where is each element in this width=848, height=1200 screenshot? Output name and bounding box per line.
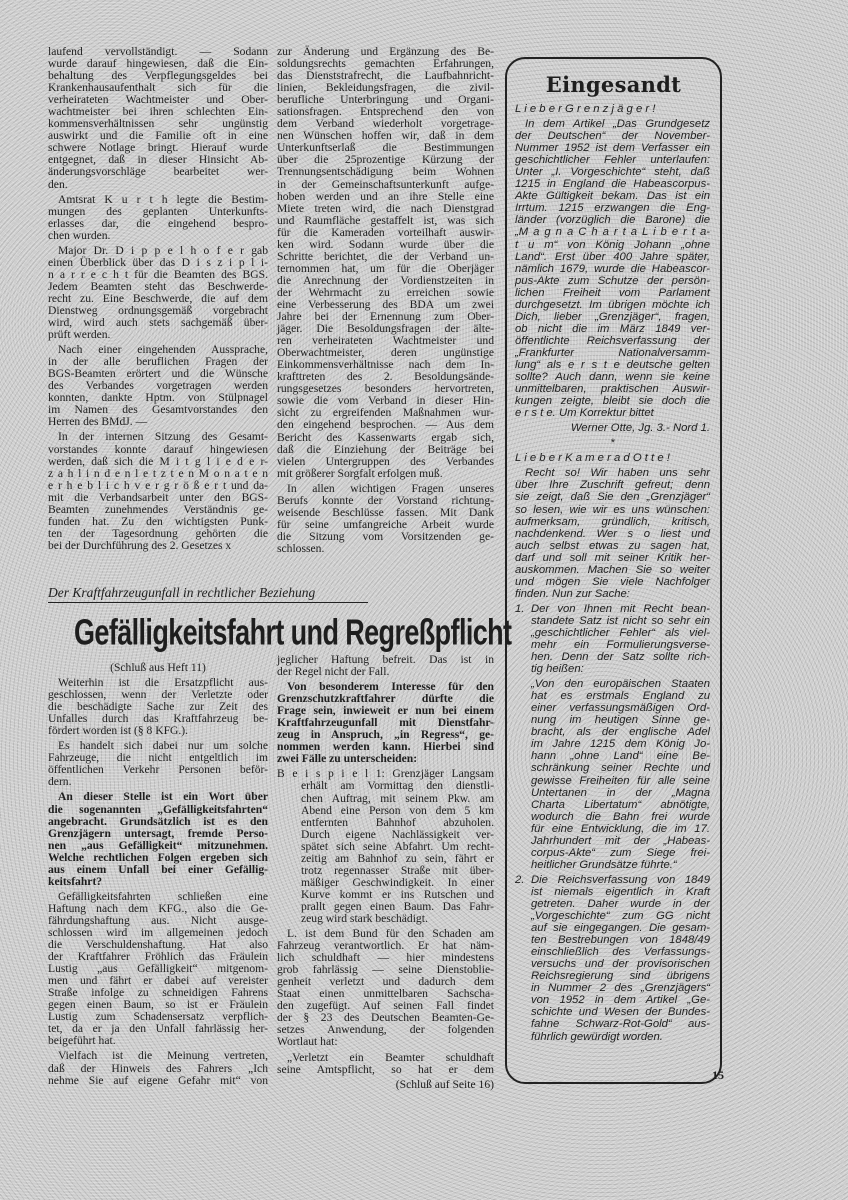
text-line: über die 25prozentige Kürzung der	[277, 153, 494, 167]
text-line: einen Überblick über das D i s z i p l i-	[48, 255, 268, 269]
text-line: der Regel nicht der Fall.	[277, 665, 390, 679]
text-line: n a r r e c h t für die Beamten des BGS.	[48, 267, 268, 281]
text-line: mit die Verbandsarbeit unter den BGS-	[48, 490, 268, 504]
text-line: des Verbandes vorgetragen werden	[48, 379, 268, 393]
text-line: der § 23 des Deutschen Beamten-Ge-	[277, 1011, 494, 1025]
text-line: Straße infolge zu schneidigen Fahrens	[48, 986, 268, 1000]
text-line: Berufs konnte der Vorstand richtung-	[277, 493, 494, 507]
text-line: erlasses dar, die eingehend bespro-	[48, 216, 268, 230]
text-line: nommen werden kann. Hierbei sind	[277, 740, 494, 754]
text-line: aus einem Unfall bei einer Gefällig-	[48, 862, 268, 876]
text-line: fördert worden ist (§ 8 KFG.).	[48, 724, 189, 738]
text-line: In allen wichtigen Fragen unseres	[287, 481, 494, 495]
text-line: sollte? Auch dann, wenn sie keine	[515, 371, 710, 384]
text-line: chen Auftrag, mit seinem Pkw. am	[301, 791, 494, 805]
text-line: Durch eigene Nachlässigkeit ver-	[301, 827, 494, 841]
text-line: Grenzjägern untersagt, fremde Perso-	[48, 826, 268, 840]
text-line: Major Dr. D i p p e l h o f e r gab	[58, 243, 268, 257]
text-line: nachdenkend. Wer s o liest und	[515, 527, 710, 540]
text-line: L. ist dem Bund für den Schaden am	[287, 927, 494, 941]
middle-column-top	[277, 46, 494, 558]
text-line: setzes Anwendung, der folgenden	[277, 1023, 494, 1037]
paragraph	[515, 118, 710, 419]
text-line: Jedem Beamten steht das Beschwerde-	[48, 279, 268, 293]
paragraph	[277, 681, 494, 765]
text-line: Irrtum. 1215 erzwangen die Eng-	[515, 202, 710, 215]
text-line: e r s t e. Um Korrektur bittet	[515, 407, 654, 420]
text-line: Nummer 1952 ist dem Verfasser ein	[515, 142, 710, 155]
text-line: sowie die vom Verband in dieser Hin-	[277, 394, 494, 408]
text-line: linien, Bekleidungsfragen, die zivil-	[277, 81, 494, 95]
text-line: zeug wird stark beschädigt.	[301, 911, 428, 925]
text-line: zur Änderung und Ergänzung des Be-	[277, 45, 494, 58]
text-line: nämlich 1679, wurde die Habeascor-	[515, 262, 710, 275]
text-line: öffentlichen Verkehr Personen beför-	[48, 763, 268, 777]
text-line: *	[610, 437, 615, 450]
text-line: jäger. Die Besoldungsfragen der älte-	[277, 322, 494, 336]
text-line: Krankenhausaufenthalt sich für die	[48, 81, 268, 95]
text-line: Frage sein, inwieweit er nun bei einem	[277, 704, 494, 718]
paragraph	[48, 677, 268, 737]
text-line: für seine umfangreiche Arbeit wurde	[277, 517, 494, 531]
text-line: in der alle beruflichen Fragen der	[48, 355, 268, 369]
text-line: Haftung nach dem KFG., also die Ge-	[48, 901, 268, 915]
text-line: Untertanen in der „Magna	[531, 786, 710, 799]
text-line: schränkung seiner Rechte und	[531, 762, 710, 775]
text-line: hat es erstmals England zu	[531, 690, 710, 703]
text-line: änderungsvorschläge bearbeitet wer-	[48, 165, 268, 179]
text-line: aufmerksam, gründlich, kritisch,	[515, 515, 710, 528]
text-line: werden, daß sich die M i t g l i e d e r-	[48, 454, 268, 468]
text-line: daß der Hinweis des Fahrers „Ich	[48, 1061, 268, 1075]
text-line: corpus-Akte“ zum Siege frei-	[531, 846, 710, 859]
text-line	[515, 874, 710, 886]
text-line: erhält am Vormittag den dienstli-	[301, 779, 494, 793]
text-line: „Frankfurter Nationalversamm-	[515, 346, 710, 359]
text-line: Gefälligkeitsfahrten schließen eine	[58, 889, 268, 903]
text-line: die sogenannten „Gefälligkeitsfahrten“	[48, 802, 268, 816]
paragraph	[515, 452, 710, 464]
text-line: wodurch die Bahn frei wurde	[531, 810, 710, 823]
paragraph	[277, 768, 494, 925]
text-line: Vielfach ist die Meinung vertreten,	[58, 1049, 268, 1063]
text-line: Oberwachtmeister, deren ungünstige	[277, 346, 494, 360]
text-line: die beschädigte Sache zur Zeit des	[48, 700, 268, 714]
text-line: sationsfragen. Entsprechend den von	[277, 105, 494, 119]
text-line: standete Satz ist nicht so sehr ein	[531, 614, 710, 627]
numbered-list-item	[515, 603, 710, 675]
text-line: konnten, dankte Hptm. von Stülpnagel	[48, 391, 268, 405]
text-line: und Raumfläche gestaffelt ist, was sich	[277, 213, 494, 227]
text-line: auskommen. Machen Sie so weiter	[515, 563, 710, 576]
text-line: (Schluß auf Seite 16)	[395, 1077, 494, 1091]
paragraph	[515, 437, 710, 449]
text-line: gegen einen Baum, so ist er Fräulein	[48, 998, 268, 1012]
text-line: heitlicher Grundsätze führte.“	[531, 858, 677, 871]
text-line	[515, 603, 710, 615]
text-line: mehr ein Formulierungsverse-	[531, 639, 710, 652]
text-line: so lesen, wie wir es uns wünschen:	[515, 503, 710, 516]
text-line: in der Gemeinschaftsunterkunft aufge-	[277, 177, 494, 191]
paragraph	[515, 678, 710, 871]
text-line: berufliche Unterbringung und Organi-	[277, 93, 494, 107]
text-line: kungen zeigte, bleibt sie doch die	[515, 395, 710, 408]
text-line: Lustig „aus Gefälligkeit“ mitgenom-	[48, 962, 268, 976]
text-line: einschließlich des Verfassungs-	[531, 946, 710, 959]
text-line: Charta Libertatum“ abnötigte,	[531, 798, 710, 811]
text-line: pus-Akte zum Schutze der persön-	[515, 274, 710, 287]
text-line: chen wurden.	[48, 228, 111, 242]
text-line: vorstandes konnte darauf hingewiesen	[48, 442, 268, 456]
article-kicker: Der Kraftfahrzeugunfall in rechtlicher Beziehung	[48, 585, 368, 603]
text-line: grob fahrlässig — seine Dienstoblie-	[277, 963, 494, 977]
text-line: kommensverhältnissen sehr ungünstig	[48, 117, 268, 131]
text-line: beigeführt hat.	[48, 1034, 116, 1048]
paragraph	[48, 46, 268, 191]
text-line: einer verfassungsmäßigen Ord-	[531, 702, 710, 715]
text-line: trotz regennasser Straße mit über-	[301, 863, 494, 877]
text-line: prüft werden.	[48, 328, 111, 342]
text-line: geschlossen, wenn der Verletzte oder	[48, 688, 268, 702]
text-line: rungsgesetzes besonders hervortreten,	[277, 382, 494, 396]
text-line: hoben werden und an ihre Stelle eine	[277, 189, 494, 203]
text-line: ten der Tagesordnung gehörten die	[48, 526, 268, 540]
text-line: die Verschuldenshaftung. Hat also	[48, 938, 268, 952]
article-middle-column	[277, 654, 494, 1094]
text-line: BGS-Beamten erörtert und die Wünsche	[48, 367, 268, 381]
text-line: nen Wünschen hoffen wir, daß in dem	[277, 129, 494, 143]
paragraph	[515, 103, 710, 115]
text-line: verheirateten Wachtmeister und Ober-	[48, 93, 268, 107]
text-line: Wortlaut hat:	[277, 1035, 338, 1049]
text-line: Trennungsentschädigung beim Wohnen	[277, 165, 494, 179]
paragraph	[277, 654, 494, 678]
text-line: der Wehrmacht zu erreichen sowie	[277, 285, 494, 299]
paragraph	[48, 662, 268, 674]
text-line: Einkommensverhältnisse nach dem In-	[277, 358, 494, 372]
text-line: recht zu. Eine Beschwerde, die auf dem	[48, 291, 268, 305]
text-line: für eine Entwicklung, die im 17.	[531, 822, 710, 835]
paragraph	[277, 46, 494, 480]
text-line: schlossen wird im allgemeinen jedoch	[48, 925, 268, 939]
article-left-column	[48, 662, 268, 1090]
text-line: zeitig am Bahnhof zu sein, fährt er	[301, 851, 494, 865]
paragraph	[277, 1052, 494, 1076]
text-line: Fahrzeug verantwortlich. Er hat näm-	[277, 939, 494, 953]
text-line: keitsfahrt?	[48, 874, 103, 888]
text-line: lich schuldhaft — hier mindestens	[277, 951, 494, 965]
text-line: sicht zu ergreifenden Maßnahmen wur-	[277, 406, 494, 420]
paragraph	[515, 422, 710, 434]
text-line: genheit verletzt und dadurch dem	[277, 975, 494, 989]
text-line: auswirkt und die Familie oft in eine	[48, 129, 268, 143]
text-line: In dem Artikel „Das Grundgesetz	[525, 118, 710, 131]
text-line: Unterkunftserlaß die Bestimmungen	[277, 141, 494, 155]
article-headline: Gefälligkeitsfahrt und Regreßpflicht	[74, 612, 512, 653]
text-line: auch selbst etwas zu sagen hat,	[515, 539, 710, 552]
text-line: In der internen Sitzung des Gesamt-	[58, 430, 268, 444]
text-line: auf sie eingegangen. Die gesam-	[531, 922, 710, 935]
list-text: Der von Ihnen mit Recht bean-	[531, 602, 710, 615]
text-line: Kurve kommt er ins Rutschen und	[301, 887, 494, 901]
text-line: eine Verbesserung des BDA um zwei	[277, 297, 494, 311]
text-line: fährdungshaftung aus. Nicht ausge-	[48, 913, 268, 927]
paragraph	[48, 1050, 268, 1086]
text-line: prallt gegen einen Baum. Das Fahr-	[301, 899, 494, 913]
page-number: 15	[712, 1068, 724, 1082]
text-line: schichte und Wesen der Bundes-	[531, 1006, 710, 1019]
text-line: von 1952 in dem Artikel „Ge-	[531, 994, 710, 1007]
text-line: geschichtlicher Fehler unterlaufen:	[515, 154, 710, 167]
text-line: versuchs und der provisorischen	[531, 958, 710, 971]
text-line: Grenzschutzkraftfahrer dürfte die	[277, 692, 494, 706]
text-line: Unfalles durch das Kraftfahrzeug be-	[48, 712, 268, 726]
text-line: ren verheirateten Wachtmeister und	[277, 334, 494, 348]
text-line: hen. Denn der Satz sollte rich-	[531, 651, 710, 664]
text-line: e r h e b l i c h v e r g r ö ß e r t und da-	[48, 478, 268, 492]
text-line: Von besonderem Interesse für den	[287, 680, 494, 694]
text-line: dern.	[48, 775, 72, 789]
text-line: zwei Fälle zu unterscheiden:	[277, 752, 418, 766]
text-line: nen „aus Gefälligkeit“ mitzunehmen.	[48, 838, 268, 852]
paragraph	[515, 467, 710, 600]
text-line: wurde darauf hingewiesen, daß die Ein-	[48, 57, 268, 71]
text-line: über Ihre Zuschrift gefreut; denn	[515, 479, 710, 492]
text-line: Welche rechtlichen Folgen ergeben sich	[48, 850, 268, 864]
text-line: „geschichtlicher Fehler“ als viel-	[531, 626, 710, 639]
text-line: durchgesetzt. Im übrigen möchte ich	[515, 298, 710, 311]
text-line: Kraftfahrzeugunfall mit Dienstfahr-	[277, 716, 494, 730]
list-number: 2.	[515, 873, 525, 886]
text-line: weisende Beschlüsse fassen. Mit Dank	[277, 505, 494, 519]
text-line: 1215 in England die Habeascorpus-	[515, 178, 710, 191]
text-line: bei der Durchführung des 2. Gesetzes x	[48, 538, 232, 552]
text-line: Jahrhundert mit der „Habeas-	[531, 834, 710, 847]
text-line: lichen Freiheit vom Parlament	[515, 286, 710, 299]
text-line: L i e b e r G r e n z j ä g e r !	[515, 103, 656, 115]
text-line: unmittelbaren, praktischen Auswir-	[515, 383, 710, 396]
text-line: Nach einer eingehenden Aussprache,	[58, 343, 268, 357]
text-line: mit größerer Sorgfalt erfolgen muß.	[277, 466, 443, 480]
text-line: B e i s p i e l 1: Grenzjäger Langsam	[277, 767, 494, 781]
text-line: „Von den europäischen Staaten	[531, 678, 710, 691]
text-line: für die Kameraden vorteilhaft auswir-	[277, 225, 494, 239]
text-line: führlich gewürdigt worden.	[531, 1030, 663, 1043]
text-line: Abend eine Person von dem 5 km	[301, 803, 494, 817]
text-line: tig heißen:	[531, 663, 584, 676]
text-line: nehme Sie auf eigene Gefahr mit“ von	[48, 1073, 268, 1087]
text-line: sie zeigt, daß Sie den „Grenzjäger“	[515, 491, 710, 504]
text-line: die Anrechnung der Vordienstzeiten in	[277, 273, 494, 287]
text-line: laufend vervollständigt. — Sodann	[48, 45, 268, 58]
text-line: den eingehend besprochen. — Aus dem	[277, 418, 494, 432]
text-line: Staat einen unmittelbaren Sachscha-	[277, 987, 494, 1001]
text-line: „Verletzt ein Beamter schuldhaft	[287, 1050, 494, 1064]
text-line: ist niemals eigentlich in Kraft	[531, 885, 710, 898]
letters-box-title: Eingesandt	[545, 72, 682, 97]
text-line: ken wird. Sodann wurde über die	[277, 237, 494, 251]
text-line: finden. Nun zur Sache:	[515, 587, 630, 600]
paragraph	[277, 928, 494, 1048]
text-line: Bericht des Kassenwarts ergab sich,	[277, 430, 494, 444]
text-line: den.	[48, 177, 68, 191]
text-line: men und fährt er dabei auf vereister	[48, 974, 268, 988]
text-line: „M a g n a C h a r t a L i b e r t a-	[515, 226, 710, 239]
text-line: Es handelt sich dabei nur um solche	[58, 739, 268, 753]
text-line: schlossen.	[277, 541, 325, 555]
text-line: der Deutschen“ der November-	[515, 130, 710, 143]
text-line: L i e b e r K a m e r a d O t t e !	[515, 452, 670, 465]
text-line: bracht, als der englische Adel	[531, 726, 710, 739]
text-line: Schritte berichtet, die der Verband un-	[277, 249, 494, 263]
text-line: Dienstweg ordnungsgemäß vorgebracht	[48, 303, 268, 317]
text-line: funden hat. Zu den wichtigsten Punk-	[48, 514, 268, 528]
text-line: spätet sich seine Abfahrt. Um recht-	[301, 839, 494, 853]
text-line: Jahre bei der Ernennung zum Ober-	[277, 310, 494, 324]
text-line: die Sitzung vom Vorsitzenden ge-	[277, 529, 494, 543]
paragraph	[48, 245, 268, 341]
text-line: der Kraftfahrer Fröhlich das Fräulein	[48, 950, 268, 964]
text-line: Herren des BMdJ. —	[48, 415, 148, 429]
text-line: fahne Schwarz-Rot-Gold“ aus-	[531, 1018, 710, 1031]
text-line: schwere Notlage bringt. Hierauf wurde	[48, 141, 268, 155]
text-line: (Schluß aus Heft 11)	[110, 661, 206, 674]
text-line: Miete treten wird, die nach Dienstgrad	[277, 201, 494, 215]
text-line: das Dienststrafrecht, die Laufbahnricht-	[277, 69, 494, 83]
text-line: behaltung des Verpflegungsgeldes bei	[48, 69, 268, 83]
text-line: Amtsrat K u r t h legte die Bestim-	[58, 192, 268, 206]
paragraph	[48, 740, 268, 788]
text-line: öffentlichte Reichsverfassung der	[515, 334, 710, 347]
text-line: Werner Otte, Jg. 3.- Nord 1.	[570, 422, 710, 435]
text-line: Fahrzeuge, die nicht entgeltlich im	[48, 751, 268, 765]
text-line: zeug in Anspruch, „in Regress“, ge-	[277, 728, 494, 742]
text-line: Land“. Erst über 400 Jahre später,	[515, 250, 710, 263]
text-line: entfernten Bahnhof abzuholen.	[301, 815, 494, 829]
text-line: Recht so! Wir haben uns sehr	[525, 467, 710, 480]
text-line: Weiterhin ist die Ersatzpflicht aus-	[58, 676, 268, 690]
text-line: daß die Einziehung der Beiträge bei	[277, 442, 494, 456]
text-line: An dieser Stelle ist ein Wort über	[58, 790, 268, 804]
text-line: nung im heutigen Sinne ge-	[531, 714, 710, 727]
text-line: in Nummer 2 des „Grenzjägers“	[531, 982, 710, 995]
left-column-top	[48, 46, 268, 555]
text-line: dem Verband wiederholt vorgetrage-	[277, 117, 494, 131]
text-line: ten Bestrebungen von 1848/49	[531, 934, 710, 947]
text-line: Akte Gültigkeit bekam. Das ist ein	[515, 190, 710, 203]
text-line: angebracht. Grundsätzlich ist es den	[48, 814, 268, 828]
text-line: Lustig zum Schadensersatz verpflich-	[48, 1010, 268, 1024]
text-line: den zugefügt. Auf seinen Fall findet	[277, 999, 494, 1013]
paragraph	[48, 431, 268, 551]
text-line: Unter „I. Vorgeschichte“ steht, daß	[515, 166, 710, 179]
text-line: mungen des geplanten Unterkunfts-	[48, 204, 268, 218]
text-line: getreten. Daher wurde in der	[531, 898, 710, 910]
text-line: und mögen Sie viele Nachfolger	[515, 575, 710, 588]
text-line: tet, da er ja den Unfall fahrlässig her-	[48, 1022, 268, 1036]
text-line: entgegnet, daß in dieser Hinsicht Ab-	[48, 153, 268, 167]
text-line: Reichsregierung sind übrigens	[531, 970, 710, 983]
text-line: ob nicht die im März 1849 ver-	[515, 322, 710, 335]
paragraph	[48, 891, 268, 1048]
numbered-list-item	[515, 874, 710, 1043]
paragraph	[48, 194, 268, 242]
text-line: t u m“ von König Johann „ohne	[515, 238, 710, 251]
text-line: wird, wird auch stets sachgemäß über-	[48, 316, 268, 330]
text-line: Dich, lieber „Grenzjäger“, fragen,	[515, 310, 710, 323]
text-line: „Vorgeschichte“ zum GG nicht	[531, 910, 710, 923]
text-line: lung“ als e r s t e deutsche gelten	[515, 358, 710, 371]
list-text: Die Reichsverfassung von 1849	[531, 873, 710, 886]
text-line: seine Amtspflicht, so hat er dem	[277, 1062, 494, 1076]
text-line: länder (vorzüglich die Barone) die	[515, 214, 710, 227]
text-line: soldungsrechts gemachten Erfahrungen,	[277, 57, 494, 71]
text-line: krafttreten des 2. Besoldungsände-	[277, 370, 494, 384]
paragraph	[277, 1079, 494, 1091]
text-line: darf und soll mit seiner Kritik her-	[515, 551, 710, 564]
text-line: jeglicher Haftung befreit. Das ist in	[277, 653, 494, 666]
text-line: wachtmeister bei ihren schlechten Ein-	[48, 105, 268, 119]
text-line: z a h l i n d e n l e t z t e n M o n a t e n	[48, 466, 268, 480]
list-number: 1.	[515, 602, 525, 615]
text-line: mäßiger Geschwindigkeit. In einer	[301, 875, 494, 889]
paragraph	[48, 344, 268, 428]
paragraph	[48, 791, 268, 887]
text-line: im Namen des Gesamtvorstandes den	[48, 403, 268, 417]
paragraph	[277, 483, 494, 555]
text-line: hann „ohne Land“ eine Be-	[531, 750, 710, 763]
letters-box-text	[515, 103, 710, 1046]
text-line: gewisse Freiheiten für alle seine	[531, 774, 710, 787]
text-line: vielen Untergruppen des Verbandes	[277, 454, 494, 468]
text-line: im Jahre 1215 dem König Jo-	[531, 738, 710, 751]
text-line: Beamten zunehmendes Verständnis ge-	[48, 502, 268, 516]
text-line: ternommen hat, um für die Oberjäger	[277, 261, 494, 275]
